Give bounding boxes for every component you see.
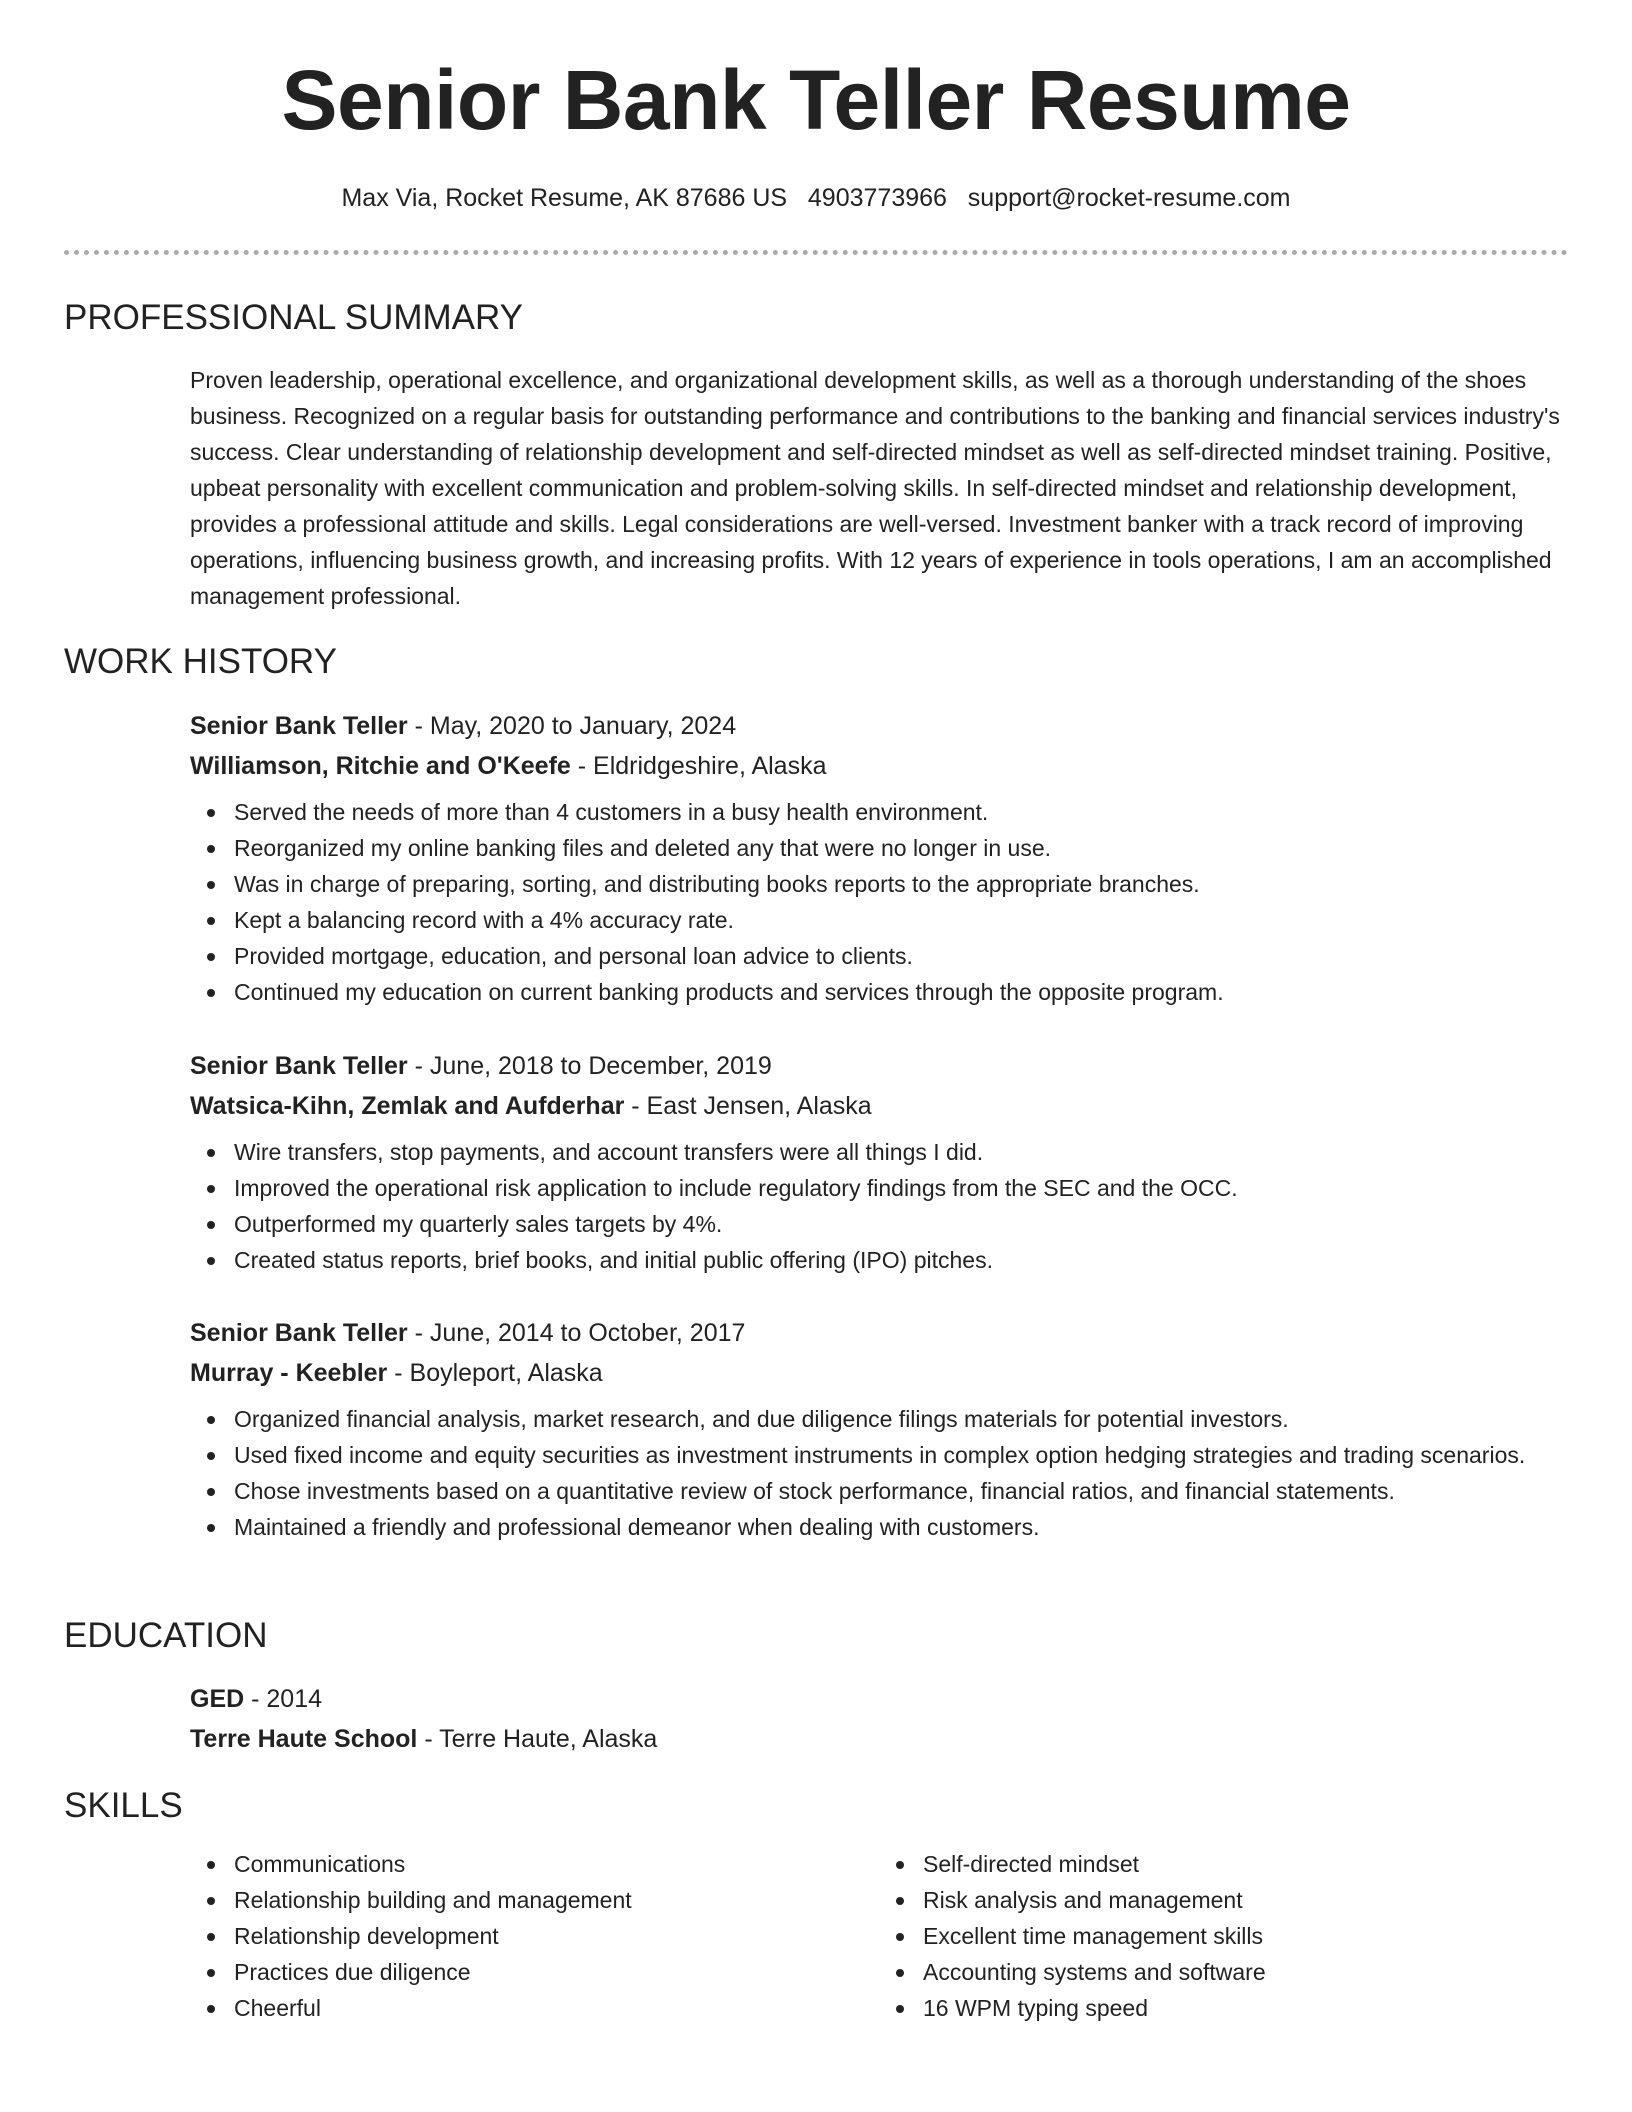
- education-school: Terre Haute School: [190, 1725, 418, 1753]
- skill-item: Accounting systems and software: [923, 1954, 1568, 1990]
- job-entry: [190, 1313, 1568, 1545]
- list-item: Chose investments based on a quantitative review of stock performance, financial ratios, and financial statements.: [234, 1473, 1568, 1509]
- list-item: Used fixed income and equity securities as investment instruments in complex option hedging strategies and trading scenarios.: [234, 1437, 1568, 1473]
- job-company: Watsica-Kihn, Zemlak and Aufderhar: [190, 1092, 625, 1120]
- job-bullets: [190, 1401, 1568, 1545]
- job-title: Senior Bank Teller: [190, 712, 408, 740]
- work-history-heading: WORK HISTORY: [64, 642, 337, 681]
- list-item: Served the needs of more than 4 customers in a busy health environment.: [234, 794, 1568, 830]
- education-entry: [190, 1679, 1568, 1759]
- list-item: Outperformed my quarterly sales targets by 4%.: [234, 1206, 1568, 1242]
- job-title: Senior Bank Teller: [190, 1052, 408, 1080]
- list-item: Improved the operational risk application to include regulatory findings from the SEC and the OCC.: [234, 1170, 1568, 1206]
- page-title: Senior Bank Teller Resume: [281, 53, 1351, 147]
- job-title-line: [190, 706, 1568, 746]
- job-location: - Eldridgeshire, Alaska: [570, 752, 827, 780]
- skill-item: Communications: [234, 1846, 879, 1882]
- skills-column-right: [879, 1846, 1568, 2026]
- list-item: Created status reports, brief books, and initial public offering (IPO) pitches.: [234, 1242, 1568, 1278]
- skills-column-left: [190, 1846, 879, 2026]
- education-heading: EDUCATION: [64, 1616, 268, 1655]
- skill-item: Risk analysis and management: [923, 1882, 1568, 1918]
- education-school-line: [190, 1719, 1568, 1759]
- skill-item: Self-directed mindset: [923, 1846, 1568, 1882]
- list-item: Was in charge of preparing, sorting, and distributing books reports to the appropriate branches.: [234, 866, 1568, 902]
- summary-section: [190, 362, 1568, 614]
- list-item: Organized financial analysis, market research, and due diligence filings materials for potential investors.: [234, 1401, 1568, 1437]
- job-bullets: [190, 1134, 1568, 1278]
- job-company-line: [190, 746, 1568, 786]
- contact-email: support@rocket-resume.com: [967, 184, 1291, 212]
- header-divider: [64, 250, 1568, 255]
- list-item: Reorganized my online banking files and deleted any that were no longer in use.: [234, 830, 1568, 866]
- skill-item: 16 WPM typing speed: [923, 1990, 1568, 2026]
- job-bullets: [190, 794, 1568, 1010]
- education-year: - 2014: [244, 1685, 323, 1713]
- job-entry: [190, 1046, 1568, 1278]
- skill-item: Relationship development: [234, 1918, 879, 1954]
- job-title: Senior Bank Teller: [190, 1319, 408, 1347]
- contact-phone: 4903773966: [807, 184, 947, 212]
- list-item: Continued my education on current banking products and services through the opposite program.: [234, 974, 1568, 1010]
- job-entry: [190, 706, 1568, 1010]
- list-item: Provided mortgage, education, and personal loan advice to clients.: [234, 938, 1568, 974]
- contact-line: [0, 182, 1632, 214]
- skill-item: Practices due diligence: [234, 1954, 879, 1990]
- contact-address: Max Via, Rocket Resume, AK 87686 US: [341, 184, 788, 212]
- job-location: - Boyleport, Alaska: [387, 1359, 603, 1387]
- summary-heading: PROFESSIONAL SUMMARY: [64, 298, 523, 337]
- job-location: - East Jensen, Alaska: [624, 1092, 872, 1120]
- skills-list: [190, 1846, 1568, 2026]
- education-degree: GED: [190, 1685, 245, 1713]
- job-company: Williamson, Ritchie and O'Keefe: [190, 752, 571, 780]
- list-item: Kept a balancing record with a 4% accuracy rate.: [234, 902, 1568, 938]
- job-dates: - June, 2014 to October, 2017: [407, 1319, 746, 1347]
- job-company-line: [190, 1353, 1568, 1393]
- list-item: Maintained a friendly and professional demeanor when dealing with customers.: [234, 1509, 1568, 1545]
- list-item: Wire transfers, stop payments, and account transfers were all things I did.: [234, 1134, 1568, 1170]
- education-degree-line: [190, 1679, 1568, 1719]
- education-location: - Terre Haute, Alaska: [417, 1725, 658, 1753]
- skill-item: Cheerful: [234, 1990, 879, 2026]
- skill-item: Excellent time management skills: [923, 1918, 1568, 1954]
- job-dates: - June, 2018 to December, 2019: [407, 1052, 772, 1080]
- skills-heading: SKILLS: [64, 1786, 183, 1825]
- summary-text: Proven leadership, operational excellence, and organizational development skills, as well as a thorough understanding of the shoes business. Recognized on a regular basis for outstanding performance and contributions to the banking and financial services industry's success. Clear understanding of relationship development and self-directed mindset as well as self-directed mindset training. Positive, upbeat personality with excellent communication and problem-solving skills. In self-directed mindset and relationship development, provides a professional attitude and skills. Legal considerations are well-versed. Investment banker with a track record of improving operations, influencing business growth, and increasing profits. With 12 years of experience in tools operations, I am an accomplished management professional.: [190, 367, 1560, 609]
- job-dates: - May, 2020 to January, 2024: [407, 712, 737, 740]
- job-company-line: [190, 1086, 1568, 1126]
- job-title-line: [190, 1046, 1568, 1086]
- job-company: Murray - Keebler: [190, 1359, 388, 1387]
- job-title-line: [190, 1313, 1568, 1353]
- skill-item: Relationship building and management: [234, 1882, 879, 1918]
